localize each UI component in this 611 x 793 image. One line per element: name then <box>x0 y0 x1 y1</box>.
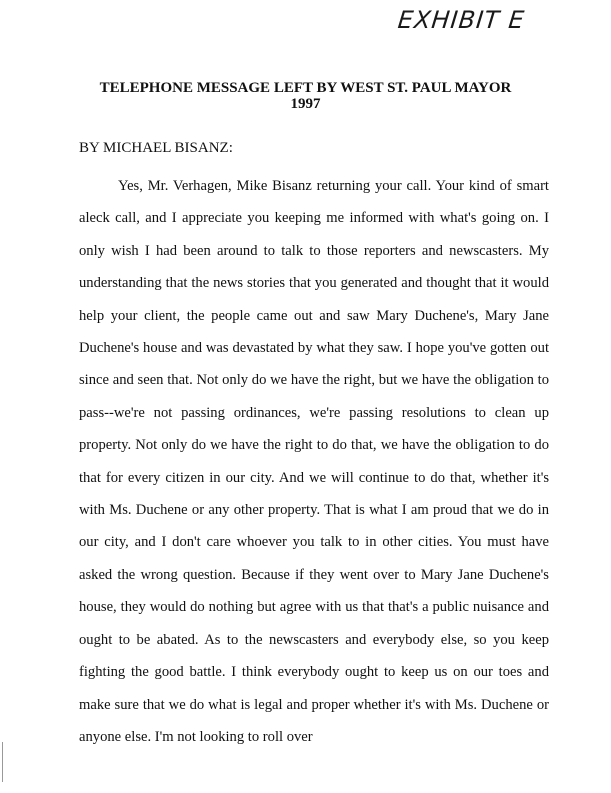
title-line-1: TELEPHONE MESSAGE LEFT BY WEST ST. PAUL MAYOR <box>99 80 512 96</box>
message-body: Yes, Mr. Verhagen, Mike Bisanz returning your call. Your kind of smart aleck call, and I appreciate you keeping me informed with what's going on. I only wish I had been around to talk to those reporters and newscasters. My understanding that the news stories that you generated and thought that it would help your client, the people came out and saw Mary Duchene's, Mary Jane Duchene's house and was devastated by what they saw. I hope you've gotten out since and seen that. Not only do we have the right, but we have the obligation to pass--we're not passing ordinances, we're passing resolutions to clean up property. Not only do we have the right to do that, we have the obligation to do that for every citizen in our city. And we will continue to do that, whether it's with Ms. Duchene or any other property. That is what I am proud that we do in our city, and I don't care whoever you talk to in other cities. You must have asked the wrong question. Because if they went over to Mary Jane Duchene's house, they would do nothing but agree with us that that's a public nuisance and ought to be abated. As to the newscasters and everybody else, so you keep fighting the good battle. I think everybody ought to keep us on our toes and make sure that we do what is legal and proper whether it's with Ms. Duchene or anyone else. I'm not looking to roll over <box>79 178 549 745</box>
scan-margin-mark <box>2 742 3 782</box>
title-line-2: 1997 <box>290 96 321 112</box>
exhibit-stamp: EXHIBIT E <box>396 6 527 34</box>
document-title <box>0 80 611 112</box>
byline: BY MICHAEL BISANZ: <box>79 140 233 156</box>
